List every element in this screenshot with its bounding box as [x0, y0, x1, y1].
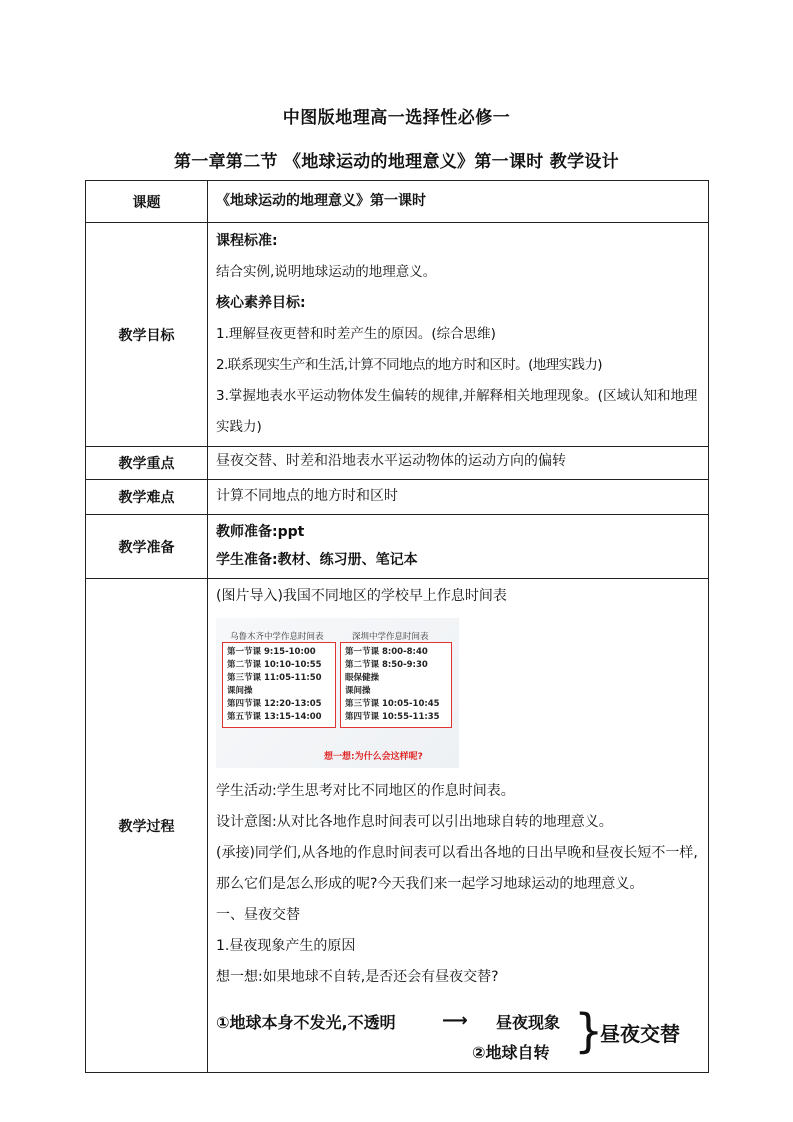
goal-item-2: 2.联系现实生产和生活,计算不同地点的地方时和区时。(地理实践力) — [216, 357, 602, 373]
student-prep: 学生准备:教材、练习册、笔记本 — [216, 552, 418, 568]
topic-label: 课题 — [86, 181, 208, 223]
table-row-goal — [86, 223, 709, 447]
document-title: 中图版地理高一选择性必修一 — [282, 108, 511, 128]
schedule-row: 课间操 — [345, 686, 371, 696]
document-subtitle: 第一章第二节 《地球运动的地理意义》第一课时 教学设计 — [174, 152, 619, 172]
day-night-diagram — [216, 1005, 701, 1069]
focus-label: 教学重点 — [86, 447, 208, 480]
right-schedule-box — [340, 642, 452, 728]
table-row-focus — [86, 447, 709, 480]
goal-content — [208, 223, 709, 447]
cause-2: ②地球自转 — [472, 1043, 550, 1062]
schedule-image — [216, 618, 459, 768]
schedule-row: 第一节课 9:15-10:00 — [227, 647, 316, 657]
table-row-process — [86, 579, 709, 1073]
prep-content — [208, 515, 709, 579]
difficulty-value: 计算不同地点的地方时和区时 — [208, 480, 709, 515]
left-schedule-box — [222, 642, 336, 728]
think-question: 想一想:如果地球不自转,是否还会有昼夜交替? — [216, 969, 499, 985]
section-heading: 一、昼夜交替 — [216, 907, 300, 923]
schedule-row: 课间操 — [227, 686, 253, 696]
schedule-row: 第一节课 8:00-8:40 — [345, 647, 428, 657]
schedule-row: 第五节课 13:15-14:00 — [227, 712, 322, 722]
schedule-row: 第二节课 8:50-9:30 — [345, 660, 428, 670]
schedule-row: 第四节课 12:20-13:05 — [227, 699, 322, 709]
process-content — [208, 579, 709, 1073]
goal-item-1: 1.理解昼夜更替和时差产生的原因。(综合思维) — [216, 326, 496, 342]
goal-label: 教学目标 — [86, 223, 208, 447]
process-label: 教学过程 — [86, 579, 208, 1073]
conclusion: 昼夜交替 — [600, 1022, 680, 1046]
schedule-row: 第三节课 10:05-10:45 — [345, 699, 440, 709]
schedule-row: 眼保健操 — [345, 673, 380, 683]
left-schedule-title: 乌鲁木齐中学作息时间表 — [230, 632, 324, 642]
sub-heading: 1.昼夜现象产生的原因 — [216, 938, 356, 954]
teacher-prep: 教师准备:ppt — [216, 524, 305, 540]
difficulty-label: 教学难点 — [86, 480, 208, 515]
schedule-question: 想一想:为什么会这样呢? — [324, 752, 423, 762]
cause-1: ①地球本身不发光,不透明 — [216, 1013, 396, 1032]
schedule-row: 第二节课 10:10-10:55 — [227, 660, 322, 670]
focus-value: 昼夜交替、时差和沿地表水平运动物体的运动方向的偏转 — [208, 447, 709, 480]
table-row-difficulty — [86, 480, 709, 515]
prep-label: 教学准备 — [86, 515, 208, 579]
brace-icon: } — [574, 1004, 604, 1058]
process-activity: 学生活动:学生思考对比不同地区的作息时间表。 — [216, 783, 515, 799]
schedule-row: 第三节课 11:05-11:50 — [227, 673, 322, 683]
right-schedule-title: 深圳中学作息时间表 — [352, 632, 429, 642]
core-heading: 核心素养目标: — [216, 295, 306, 311]
arrow-icon: ⟶ — [442, 1010, 468, 1031]
schedule-row: 第四节课 10:55-11:35 — [345, 712, 440, 722]
table-row-prep — [86, 515, 709, 579]
goal-item-3: 3.掌握地表水平运动物体发生偏转的规律,并解释相关地理现象。(区域认知和地理实践力) — [216, 388, 698, 435]
table-row-topic — [86, 181, 709, 223]
lesson-plan-table — [85, 180, 709, 1073]
process-intro: (图片导入)我国不同地区的学校早上作息时间表 — [216, 588, 507, 604]
process-transition: (承接)同学们,从各地的作息时间表可以看出各地的日出早晚和昼夜长短不一样,那么它们是怎么形成的呢?今天我们来一起学习地球运动的地理意义。 — [216, 845, 698, 892]
process-intent: 设计意图:从对比各地作息时间表可以引出地球自转的地理意义。 — [216, 814, 613, 830]
standard-heading: 课程标准: — [216, 233, 278, 249]
standard-text: 结合实例,说明地球运动的地理意义。 — [216, 264, 437, 280]
topic-value: 《地球运动的地理意义》第一课时 — [208, 181, 709, 223]
result-1: 昼夜现象 — [496, 1013, 561, 1032]
